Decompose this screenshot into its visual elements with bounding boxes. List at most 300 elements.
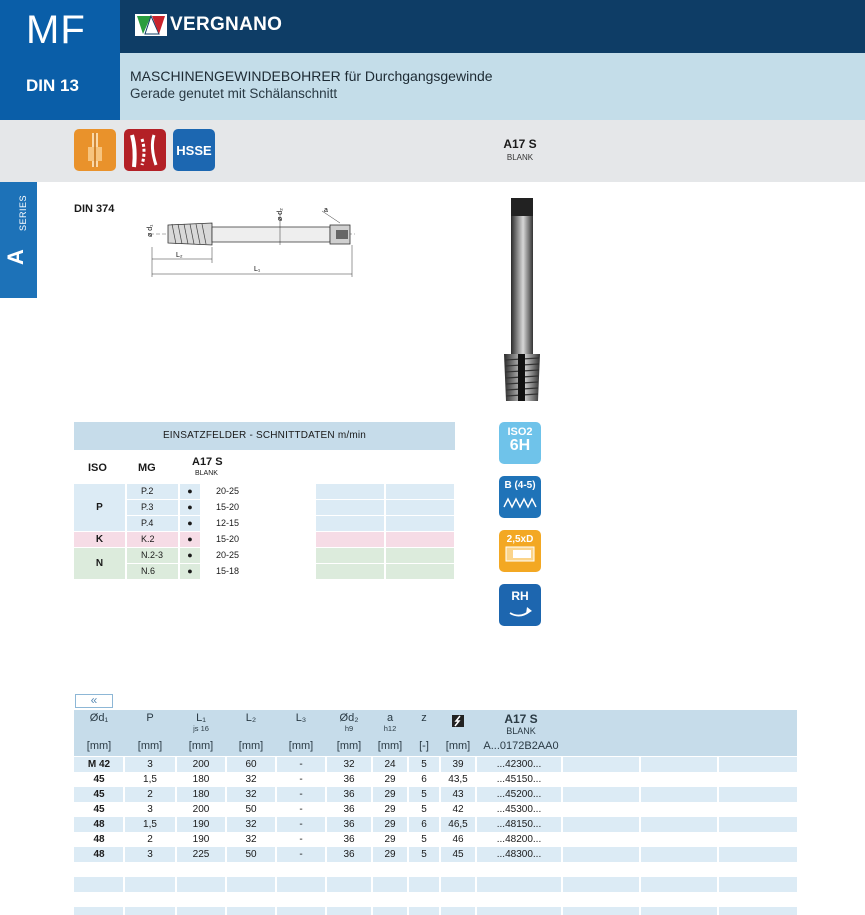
spiral-chip-icon: [124, 129, 166, 171]
table-cell: 50: [245, 849, 257, 860]
table-cell: 200: [192, 759, 210, 770]
empty-cell: [226, 907, 276, 915]
table-cell: 3: [147, 849, 153, 860]
cell-divider: [561, 877, 563, 892]
table-cell: 29: [384, 849, 396, 860]
cell-divider: [325, 862, 327, 877]
cell-divider: [717, 892, 719, 907]
cell-divider: [325, 892, 327, 907]
table-cell: -: [299, 834, 303, 845]
cell-divider: [175, 832, 177, 847]
cutting-empty-cell: [316, 548, 384, 563]
tap-photo: [496, 196, 546, 406]
table-row: [74, 832, 797, 847]
dim-col-header: [74, 712, 124, 724]
cell-divider: [225, 847, 227, 862]
cutting-speed: 20-25: [216, 550, 240, 560]
dim-col-unit: [mm]: [137, 740, 163, 752]
table-row: [74, 787, 797, 802]
cell-divider: [717, 802, 719, 817]
table-cell: 48: [93, 819, 105, 830]
cell-divider: [407, 787, 409, 802]
cell-divider: [371, 757, 373, 772]
table-cell: 5: [421, 789, 427, 800]
cutting-mark: ●: [180, 516, 200, 531]
table-cell: 2: [147, 789, 153, 800]
cutting-mark: ●: [180, 564, 200, 579]
table-cell: 39: [452, 759, 464, 770]
table-cell: 60: [245, 759, 257, 770]
cutting-data-table: [74, 422, 455, 576]
empty-cell: [440, 892, 476, 907]
table-cell: -: [299, 804, 303, 815]
cell-divider: [175, 787, 177, 802]
cell-divider: [175, 892, 177, 907]
table-cell: 45: [93, 804, 105, 815]
table-cell: 180: [192, 774, 210, 785]
brand-logo: [134, 12, 282, 38]
cell-divider: [475, 907, 477, 915]
table-cell: 45: [452, 849, 464, 860]
cell-divider: [439, 877, 441, 892]
cell-divider: [175, 772, 177, 787]
empty-cell: [476, 892, 562, 907]
cell-divider: [561, 907, 563, 915]
table-row: [74, 757, 797, 772]
dim-col-sub: BLANK: [506, 726, 536, 736]
cell-divider: [407, 907, 409, 915]
cell-divider: [225, 907, 227, 915]
dim-col-header: [440, 712, 476, 731]
title-bar: [120, 53, 865, 120]
series-tab: [0, 182, 37, 298]
cell-divider: [123, 832, 125, 847]
cutting-mg: P.2: [127, 484, 178, 499]
cutting-empty-cell: [386, 516, 454, 531]
cell-divider: [275, 787, 277, 802]
cell-divider: [639, 862, 641, 877]
cell-divider: [639, 787, 641, 802]
cell-divider: [175, 877, 177, 892]
cutting-mark: ●: [180, 500, 200, 515]
drawing-norm: DIN 374: [74, 203, 115, 215]
table-cell: 180: [192, 789, 210, 800]
cell-divider: [475, 772, 477, 787]
table-cell: 48: [93, 849, 105, 860]
rotation-badge: [499, 584, 541, 626]
cell-divider: [123, 907, 125, 915]
cell-divider: [639, 847, 641, 862]
table-cell: 5: [421, 849, 427, 860]
cutting-mark: ●: [180, 548, 200, 563]
table-cell: 36: [343, 774, 355, 785]
cell-divider: [123, 892, 125, 907]
material-badge: HSSE: [173, 129, 215, 171]
empty-cell: [440, 877, 476, 892]
cell-divider: [439, 772, 441, 787]
cell-divider: [475, 877, 477, 892]
table-cell: 29: [384, 774, 396, 785]
cell-divider: [275, 907, 277, 915]
empty-cell: [226, 877, 276, 892]
col-product: A17 S: [192, 456, 223, 468]
dim-col-unit: A...0172B2AA0: [483, 740, 559, 752]
cell-divider: [175, 862, 177, 877]
cutting-empty-cell: [386, 564, 454, 579]
empty-cell: [276, 862, 326, 877]
cell-divider: [275, 892, 277, 907]
table-cell: ...48150...: [496, 819, 542, 830]
cell-divider: [475, 832, 477, 847]
table-cell: M 42: [87, 759, 111, 770]
cell-divider: [275, 847, 277, 862]
brand-bar: [120, 0, 865, 53]
chamfer-badge: [499, 476, 541, 518]
cutting-speed: 15-20: [216, 534, 240, 544]
table-cell: 43,5: [448, 774, 468, 785]
table-cell: ...45200...: [496, 789, 542, 800]
cell-divider: [123, 862, 125, 877]
cell-divider: [325, 877, 327, 892]
empty-cell: [476, 862, 562, 877]
empty-cell: [408, 862, 440, 877]
dim-col-header: [372, 712, 408, 733]
cell-divider: [407, 847, 409, 862]
hole-depth-icon: [503, 545, 537, 565]
cell-divider: [475, 787, 477, 802]
dim-col-unit: [mm]: [188, 740, 214, 752]
cell-divider: [639, 757, 641, 772]
cell-divider: [407, 832, 409, 847]
table-cell: 36: [343, 834, 355, 845]
empty-cell: [372, 907, 408, 915]
norm-label: DIN 13: [26, 76, 79, 95]
cutting-speed: 12-15: [216, 518, 240, 528]
cell-divider: [371, 907, 373, 915]
cell-divider: [175, 847, 177, 862]
table-row: [74, 772, 797, 787]
dim-col-label: a: [386, 712, 394, 724]
table-cell: 36: [343, 819, 355, 830]
cutting-table-title: EINSATZFELDER - SCHNITTDATEN m/min: [74, 422, 455, 450]
table-cell: -: [299, 759, 303, 770]
cell-divider: [439, 847, 441, 862]
cell-divider: [561, 892, 563, 907]
table-cell: 48: [93, 834, 105, 845]
cell-divider: [325, 757, 327, 772]
empty-cell: [124, 892, 176, 907]
empty-cell: [326, 907, 372, 915]
table-cell: 50: [245, 804, 257, 815]
cutting-empty-cell: [386, 500, 454, 515]
cell-divider: [225, 862, 227, 877]
cutting-mg: P.3: [127, 500, 178, 515]
cutting-speed: 15-20: [216, 502, 240, 512]
cell-divider: [325, 772, 327, 787]
cutting-mark: ●: [180, 484, 200, 499]
cell-divider: [717, 772, 719, 787]
dim-col-label: A17 S: [504, 712, 538, 726]
cell-divider: [639, 907, 641, 915]
table-cell: 29: [384, 834, 396, 845]
table-cell: 6: [421, 774, 427, 785]
cell-divider: [717, 907, 719, 915]
iso-group-label: P: [74, 484, 125, 531]
cell-divider: [407, 772, 409, 787]
l1-label: L₁: [254, 266, 261, 273]
table-cell: 32: [245, 834, 257, 845]
empty-cell: [476, 907, 562, 915]
cutting-row: [74, 484, 455, 499]
empty-row: [74, 907, 797, 915]
cell-divider: [561, 847, 563, 862]
cell-divider: [325, 817, 327, 832]
empty-cell: [176, 877, 226, 892]
l2-label: L₂: [176, 252, 183, 259]
empty-cell: [326, 892, 372, 907]
cell-divider: [639, 772, 641, 787]
cell-divider: [371, 832, 373, 847]
cell-divider: [407, 892, 409, 907]
cell-divider: [275, 832, 277, 847]
cell-divider: [407, 862, 409, 877]
cell-divider: [275, 877, 277, 892]
cell-divider: [123, 757, 125, 772]
table-cell: -: [299, 819, 303, 830]
depth-badge: [499, 530, 541, 572]
cell-divider: [717, 757, 719, 772]
brand-name: VERGNANO: [170, 14, 283, 35]
table-cell: 46: [452, 834, 464, 845]
cutting-empty-cell: [316, 484, 384, 499]
cell-divider: [439, 757, 441, 772]
table-cell: 6: [421, 819, 427, 830]
cell-divider: [225, 802, 227, 817]
tolerance-badge: [499, 422, 541, 464]
cutting-mark: ●: [180, 532, 200, 547]
empty-row: [74, 892, 797, 907]
table-cell: 29: [384, 789, 396, 800]
table-cell: -: [299, 849, 303, 860]
table-cell: 200: [192, 804, 210, 815]
dim-col-unit: [-]: [419, 740, 429, 752]
empty-cell: [176, 907, 226, 915]
chamfer-label: B (4-5): [504, 480, 536, 491]
table-cell: 3: [147, 804, 153, 815]
cell-divider: [175, 802, 177, 817]
table-cell: 5: [421, 804, 427, 815]
cell-divider: [561, 802, 563, 817]
depth-label: 2,5xD: [506, 534, 534, 545]
table-cell: 32: [245, 774, 257, 785]
cell-divider: [123, 802, 125, 817]
cutting-empty-cell: [386, 532, 454, 547]
empty-cell: [226, 892, 276, 907]
cutting-row: [74, 500, 455, 515]
cutting-empty-cell: [316, 500, 384, 515]
cell-divider: [371, 847, 373, 862]
table-cell: ...48200...: [496, 834, 542, 845]
table-cell: 29: [384, 804, 396, 815]
cell-divider: [475, 892, 477, 907]
thread-profile-icon: [502, 491, 538, 511]
table-cell: ...48300...: [496, 849, 542, 860]
a-label: a: [324, 207, 328, 214]
dim-col-header: [326, 712, 372, 733]
table-cell: 24: [384, 759, 396, 770]
table-cell: 46,5: [448, 819, 468, 830]
cell-divider: [371, 877, 373, 892]
cell-divider: [225, 892, 227, 907]
dim-col-header: [124, 712, 176, 724]
empty-cell: [326, 877, 372, 892]
empty-cell: [176, 862, 226, 877]
empty-cell: [124, 862, 176, 877]
table-cell: 42: [452, 804, 464, 815]
cutting-mg: N.2-3: [127, 548, 178, 563]
cutting-row: [74, 532, 455, 547]
dim-col-unit: [mm]: [86, 740, 112, 752]
empty-cell: [326, 862, 372, 877]
empty-cell: [440, 907, 476, 915]
empty-cell: [74, 862, 124, 877]
header-code-box: [0, 0, 120, 120]
table-cell: 36: [343, 804, 355, 815]
cell-divider: [371, 862, 373, 877]
cell-divider: [123, 772, 125, 787]
table-cell: 5: [421, 834, 427, 845]
dim-col-unit: [mm]: [377, 740, 403, 752]
cell-divider: [407, 877, 409, 892]
page-subtitle: Gerade genutet mit Schälanschnitt: [130, 86, 338, 101]
tolerance-class: ISO2: [507, 426, 533, 438]
table-row: [74, 847, 797, 862]
cutting-speed: 15-18: [216, 566, 240, 576]
cutting-empty-cell: [386, 484, 454, 499]
empty-cell: [226, 862, 276, 877]
table-row: [74, 802, 797, 817]
product-coating: BLANK: [506, 153, 534, 162]
cell-divider: [123, 817, 125, 832]
cell-divider: [325, 907, 327, 915]
cutting-mg: N.6: [127, 564, 178, 579]
cutting-row: [74, 548, 455, 563]
right-hand-rotation-icon: [505, 603, 535, 619]
cell-divider: [123, 877, 125, 892]
cell-divider: [275, 772, 277, 787]
cutting-mg: P.4: [127, 516, 178, 531]
table-cell: 36: [343, 789, 355, 800]
cell-divider: [639, 892, 641, 907]
cutting-table-header: [74, 450, 455, 484]
table-cell: 45: [93, 789, 105, 800]
empty-cell: [476, 877, 562, 892]
product-family-code: MF: [26, 8, 86, 52]
back-button[interactable]: «: [75, 694, 113, 708]
cell-divider: [371, 802, 373, 817]
table-cell: 29: [384, 819, 396, 830]
cell-divider: [475, 847, 477, 862]
cell-divider: [475, 817, 477, 832]
cell-divider: [407, 802, 409, 817]
iso-group-label: N: [74, 548, 125, 579]
d1-label: ø d₁: [147, 224, 154, 237]
cell-divider: [717, 847, 719, 862]
dim-table-header: [74, 710, 797, 756]
cell-divider: [561, 757, 563, 772]
cell-divider: [175, 757, 177, 772]
empty-cell: [124, 907, 176, 915]
dim-col-label: L₃: [295, 712, 307, 724]
empty-cell: [74, 907, 124, 915]
cell-divider: [175, 817, 177, 832]
iso-group-label: K: [74, 532, 125, 547]
dim-col-label: z: [421, 712, 427, 724]
dim-col-label: L₂: [245, 712, 257, 724]
table-cell: ...45150...: [496, 774, 542, 785]
cell-divider: [371, 892, 373, 907]
cell-divider: [275, 757, 277, 772]
cell-divider: [407, 817, 409, 832]
series-label: SERIES: [18, 194, 29, 232]
cell-divider: [275, 817, 277, 832]
tap-drawing: [140, 205, 360, 280]
cell-divider: [439, 787, 441, 802]
table-cell: 225: [192, 849, 210, 860]
cell-divider: [639, 802, 641, 817]
empty-cell: [408, 877, 440, 892]
empty-cell: [372, 892, 408, 907]
cell-divider: [439, 802, 441, 817]
table-cell: 5: [421, 759, 427, 770]
table-cell: -: [299, 789, 303, 800]
cell-divider: [325, 787, 327, 802]
thread-depth-icon: [451, 714, 465, 728]
cell-divider: [717, 862, 719, 877]
cell-divider: [439, 832, 441, 847]
product-code: A17 S: [503, 137, 537, 151]
cell-divider: [175, 907, 177, 915]
cutting-empty-cell: [386, 548, 454, 563]
cutting-row: [74, 564, 455, 579]
cutting-row: [74, 516, 455, 531]
cell-divider: [561, 772, 563, 787]
cell-divider: [225, 787, 227, 802]
dim-col-header: [176, 712, 226, 733]
dim-col-sub: js 16: [193, 724, 209, 733]
dim-col-unit: [mm]: [445, 740, 471, 752]
cell-divider: [225, 832, 227, 847]
cell-divider: [225, 817, 227, 832]
dim-col-label: Ød₂: [339, 712, 359, 724]
cell-divider: [325, 832, 327, 847]
cell-divider: [475, 862, 477, 877]
empty-cell: [372, 862, 408, 877]
cell-divider: [275, 862, 277, 877]
dim-col-label: Ød₁: [89, 712, 109, 724]
empty-cell: [408, 907, 440, 915]
cell-divider: [717, 877, 719, 892]
empty-cell: [276, 892, 326, 907]
empty-cell: [176, 892, 226, 907]
empty-cell: [124, 877, 176, 892]
page-title: MASCHINENGEWINDEBOHRER für Durchgangsgewinde: [130, 68, 493, 84]
cell-divider: [439, 892, 441, 907]
empty-row: [74, 862, 797, 877]
d2-label: ø d₂: [277, 208, 284, 221]
cell-divider: [325, 847, 327, 862]
cutting-empty-cell: [316, 516, 384, 531]
